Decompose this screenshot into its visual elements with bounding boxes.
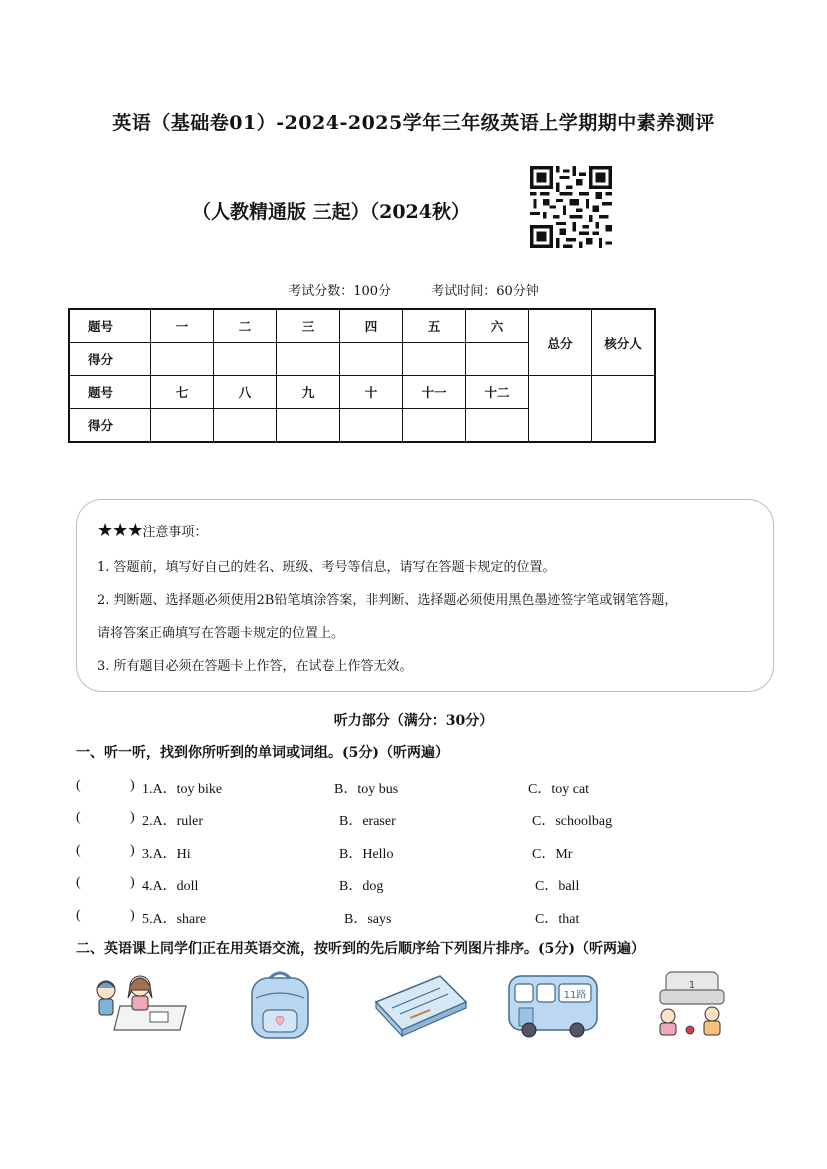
col-header: 六 xyxy=(466,309,529,343)
col-header: 四 xyxy=(340,309,403,343)
score-cell[interactable] xyxy=(403,343,466,376)
col-header: 三 xyxy=(277,309,340,343)
toy-bus-icon xyxy=(503,968,603,1040)
option-c: C．ball xyxy=(535,879,580,894)
score-cell[interactable] xyxy=(403,409,466,443)
notice-heading xyxy=(97,520,207,541)
total-cell[interactable] xyxy=(529,376,592,443)
option-c: C．that xyxy=(535,912,580,927)
part2-title: 二、英语课上同学们正在用英语交流，按听到的先后顺序给下列图片排序。(5分)（听两遍） xyxy=(76,941,645,957)
score-cell[interactable] xyxy=(466,343,529,376)
exam-time: 考试时间：60分钟 xyxy=(431,284,539,299)
option-a: 5.A．share xyxy=(142,912,207,927)
notice-box xyxy=(76,499,774,692)
option-b: B．Hello xyxy=(339,847,394,862)
part1-title: 一、听一听，找到你所听到的单词或词组。(5分)（听两遍） xyxy=(76,745,449,761)
score-cell[interactable] xyxy=(214,409,277,443)
option-c: C．toy cat xyxy=(528,782,590,797)
total-header: 总分 xyxy=(529,309,592,376)
option-b: B．eraser xyxy=(339,814,396,829)
option-b: B．says xyxy=(344,912,392,927)
notice-item: 2. 判断题、选择题必须使用2B铅笔填涂答案，非判断、选择题必须使用黑色墨迹签字笔或钢笔答题， xyxy=(97,593,678,608)
row-label: 得分 xyxy=(69,409,151,443)
schoolbag-icon xyxy=(230,968,330,1040)
option-b: B．toy bus xyxy=(334,782,399,797)
score-cell[interactable] xyxy=(277,409,340,443)
score-cell[interactable] xyxy=(151,343,214,376)
col-header: 五 xyxy=(403,309,466,343)
checker-header: 核分人 xyxy=(592,309,656,376)
svg-text:1: 1 xyxy=(688,980,696,991)
notice-item: 3. 所有题目必须在答题卡上作答，在试卷上作答无效。 xyxy=(97,659,413,674)
kids-playing-icon xyxy=(640,968,740,1040)
option-a: 2.A．ruler xyxy=(142,814,204,829)
option-a: 3.A．Hi xyxy=(142,847,191,862)
kids-at-desk-icon xyxy=(90,968,190,1040)
option-c: C．schoolbag xyxy=(532,814,613,829)
option-b: B．dog xyxy=(339,879,384,894)
notice-item: 1. 答题前，填写好自己的姓名、班级、考号等信息，请写在答题卡规定的位置。 xyxy=(97,560,556,575)
col-header: 十二 xyxy=(466,376,529,409)
col-header: 十 xyxy=(340,376,403,409)
option-a: 1.A．toy bike xyxy=(142,782,223,797)
col-header: 二 xyxy=(214,309,277,343)
col-header: 一 xyxy=(151,309,214,343)
pencil-box-icon xyxy=(370,968,470,1040)
notice-item: 请将答案正确填写在答题卡规定的位置上。 xyxy=(97,626,345,641)
score-cell[interactable] xyxy=(277,343,340,376)
exam-score: 考试分数：100分 xyxy=(288,284,392,299)
star-icon: ★★★ xyxy=(97,520,143,541)
bus-route-label: 11路 xyxy=(563,990,587,1001)
option-a: 4.A．doll xyxy=(142,879,199,894)
row-label: 得分 xyxy=(69,343,151,376)
col-header: 十一 xyxy=(403,376,466,409)
score-cell[interactable] xyxy=(214,343,277,376)
qr-code-icon xyxy=(530,166,612,248)
score-cell[interactable] xyxy=(340,409,403,443)
col-header: 九 xyxy=(277,376,340,409)
page-subtitle: （人教精通版 三起）（2024秋） xyxy=(192,201,470,223)
page-title: 英语（基础卷01）-2024-2025学年三年级英语上学期期中素养测评 xyxy=(112,112,715,134)
exam-info xyxy=(0,280,827,299)
score-table xyxy=(68,308,656,443)
score-cell[interactable] xyxy=(340,343,403,376)
notice-title: 注意事项： xyxy=(142,525,208,540)
row-label: 题号 xyxy=(69,376,151,409)
option-c: C．Mr xyxy=(532,847,573,862)
score-cell[interactable] xyxy=(151,409,214,443)
row-label: 题号 xyxy=(69,309,151,343)
section-title: 听力部分（满分：30分） xyxy=(333,713,494,729)
col-header: 八 xyxy=(214,376,277,409)
col-header: 七 xyxy=(151,376,214,409)
checker-cell[interactable] xyxy=(592,376,656,443)
score-cell[interactable] xyxy=(466,409,529,443)
